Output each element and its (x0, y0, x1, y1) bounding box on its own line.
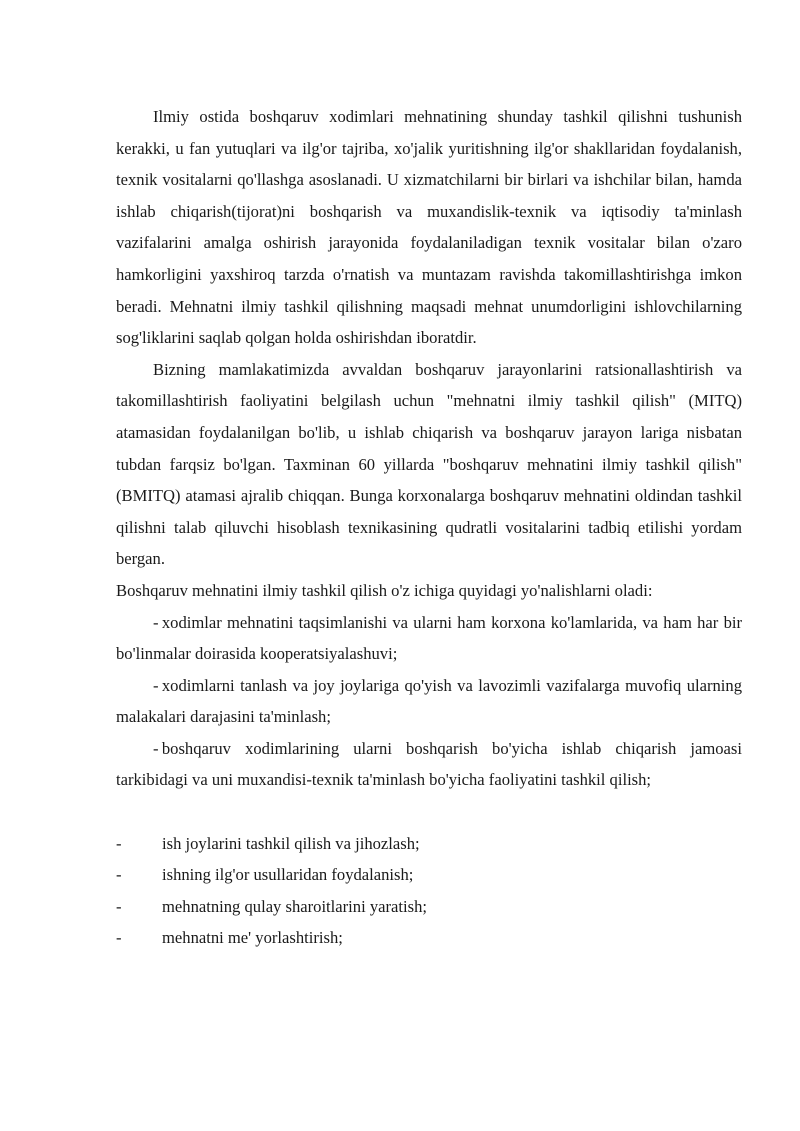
list-dash: - (116, 896, 122, 916)
paragraph-direction-3: - boshqaruv xodimlarining ularni boshqarish bo'yicha ishlab chiqarish jamoasi tarkibidagi va uni muxandisi-texnik ta'minlash bo'yicha faoliyatini tashkil qilish; (116, 738, 742, 790)
list-item (116, 859, 742, 891)
list-dash: - (116, 865, 122, 885)
list-item (116, 828, 742, 860)
paragraph-direction-1: - xodimlar mehnatini taqsimlanishi va ularni ham korxona ko'lamlarida, va ham har bir bo'linmalar doirasida kooperatsiyalashuvi; (116, 612, 742, 664)
list-item (116, 891, 742, 923)
list-dash: - (116, 833, 122, 853)
list-item-text: ishning ilg'or usullaridan foydalanish; (162, 865, 414, 885)
list-item (116, 922, 742, 954)
list-dash: - (116, 928, 122, 948)
list-item-text: mehnatning qulay sharoitlarini yaratish; (162, 896, 427, 916)
document-body (116, 101, 742, 954)
paragraph-history: Bizning mamlakatimizda avvaldan boshqaruv jarayonlarini ratsionallashtirish va takomillashtirish faoliyatini belgilash uchun "mehnatni ilmiy tashkil qilish" (MITQ) atamasidan foydalanilgan bo'lib, u ishlab chiqarish va boshqaruv jarayon lariga nisbatan tubdan farqsiz bo'lgan. Taxminan 60 yillarda "boshqaruv mehnatini ilmiy tashkil qilish" (BMITQ) atamasi ajralib chiqqan. Bunga korxonalarga boshqaruv mehnatini oldindan tashkil qilishni talab qiluvchi hisoblash texnikasining qudratli vositalarini tadbiq etilishi yordam bergan. (116, 359, 742, 569)
paragraph-directions-intro: Boshqaruv mehnatini ilmiy tashkil qilish o'z ichiga quyidagi yo'nalishlarni oladi: (116, 580, 653, 600)
blank-line (116, 796, 742, 828)
list-item-text: ish joylarini tashkil qilish va jihozlash; (162, 833, 420, 853)
paragraph-direction-2: - xodimlarni tanlash va joy joylariga qo'yish va lavozimli vazifalarga muvofiq ularning malakalari darajasini ta'minlash; (116, 675, 742, 727)
list-item-text: mehnatni me' yorlashtirish; (162, 928, 343, 948)
dash-list (116, 828, 742, 954)
paragraph-definition: Ilmiy ostida boshqaruv xodimlari mehnatining shunday tashkil qilishni tushunish kerakki, u fan yutuqlari va ilg'or tajriba, xo'jalik yuritishning ilg'or shakllaridan foydalanish, texnik vositalarni qo'llashga asoslanadi. U xizmatchilarni bir birlari va ishchilar bilan, hamda ishlab chiqarish(tijorat)ni boshqarish va muxandislik-texnik va iqtisodiy ta'minlash vazifalarini amalga oshirish jarayonida foydalaniladigan texnik vositalar bilan o'zaro hamkorligini yaxshiroq tarzda o'rnatish va muntazam ravishda takomillashtirishga imkon beradi. Mehnatni ilmiy tashkil qilishning maqsadi mehnat unumdorligini ishlovchilarning sog'liklarini saqlab qolgan holda oshirishdan iboratdir. (116, 107, 742, 348)
